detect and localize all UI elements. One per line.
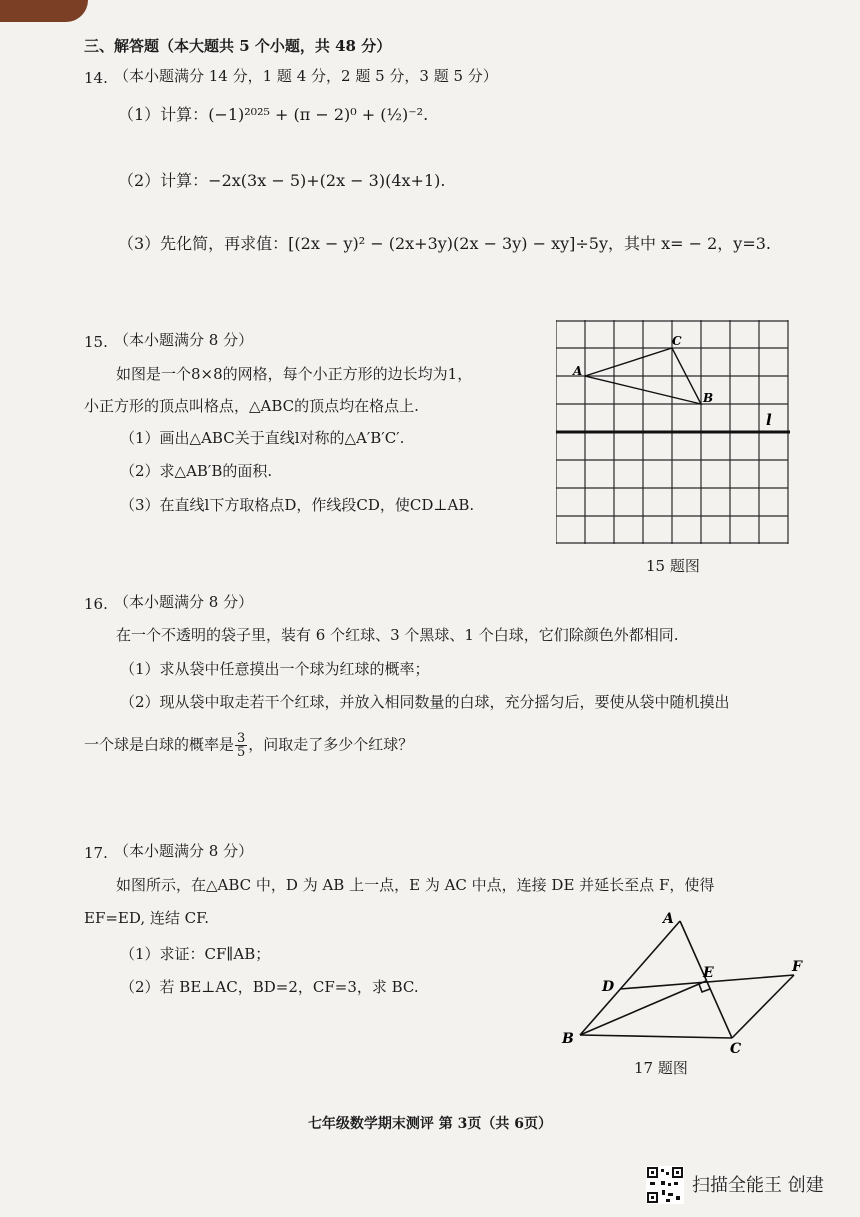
fraction-denominator: 5 [237,745,246,760]
q17-part2: （2）若 BE⊥AC，BD=2，CF=3，求 BC. [120,978,419,996]
q16-part2-prefix: 一个球是白球的概率是 [84,735,235,754]
scan-edge-artifact [0,0,88,22]
label-l: l [766,411,772,429]
label-f: F [792,959,802,975]
q15-intro-line2: 小正方形的顶点叫格点，△ABC的顶点均在格点上. [84,397,419,415]
q15-grid-svg [556,320,790,544]
q17-header: （本小题满分 8 分） [114,842,254,860]
label-a: A [573,364,583,378]
q15-part2: （2）求△AB′B的面积. [120,462,273,480]
fraction-numerator: 3 [237,731,246,746]
q15-figure-caption: 15 题图 [646,557,700,575]
q16-number: 16. [84,595,108,613]
q14-part1-expr: (−1)²⁰²⁵ + (π − 2)⁰ + (½)⁻². [208,105,429,124]
q16-part2-line2 [84,732,413,759]
label-b: B [562,1031,574,1047]
label-c: C [672,334,682,348]
q14-number: 14. [84,69,108,87]
q14-header: （本小题满分 14 分，1 题 4 分，2 题 5 分，3 题 5 分） [114,67,498,85]
q15-number: 15. [84,333,108,351]
probability-fraction [235,732,247,759]
q17-intro-line1: 如图所示，在△ABC 中，D 为 AB 上一点，E 为 AC 中点，连接 DE 并延长至点 F，使得 [116,876,715,894]
q14-part1-prefix: （1）计算： [118,105,209,124]
q14-part1 [118,105,428,125]
q16-intro: 在一个不透明的袋子里，装有 6 个红球、3 个黑球、1 个白球，它们除颜色外都相同. [116,626,679,644]
q17-intro-line2: EF=ED, 连结 CF. [84,909,209,927]
label-b: B [703,391,714,405]
label-d: D [602,979,615,995]
q17-part1: （1）求证：CF∥AB； [120,945,271,963]
q17-triangle-figure [556,905,816,1055]
q17-number: 17. [84,844,108,862]
section-title: 三、解答题（本大题共 5 个小题，共 48 分） [84,37,392,55]
q15-part1: （1）画出△ABC关于直线l对称的△A′B′C′. [120,429,405,447]
label-e: E [703,965,714,981]
q14-part3: （3）先化简，再求值：[(2x − y)² − (2x+3y)(2x − 3y) − xy]÷5y，其中 x= − 2，y=3. [118,234,772,253]
page-footer: 七年级数学期末测评 第 3页（共 6页） [307,1116,553,1132]
label-c: C [730,1041,742,1055]
q15-part3: （3）在直线l下方取格点D，作线段CD，使CD⊥AB. [120,496,475,514]
q15-header: （本小题满分 8 分） [114,331,254,349]
q16-part2-suffix: ，问取走了多少个红球？ [248,735,414,754]
q15-intro-line1: 如图是一个8×8的网格，每个小正方形的边长均为1， [116,365,473,383]
q16-part1: （1）求从袋中任意摸出一个球为红球的概率； [120,660,430,678]
q16-header: （本小题满分 8 分） [114,593,254,611]
qr-code-icon [646,1166,684,1204]
camscanner-watermark: 扫描全能王 创建 [692,1175,824,1196]
q17-figure-caption: 17 题图 [634,1059,688,1077]
q16-part2-line1: （2）现从袋中取走若干个红球，并放入相同数量的白球，充分摇匀后，要使从袋中随机摸出 [120,693,730,711]
label-a: A [663,911,674,927]
q15-grid-figure [556,320,790,544]
q14-part2: （2）计算：−2x(3x − 5)+(2x − 3)(4x+1). [118,171,446,190]
